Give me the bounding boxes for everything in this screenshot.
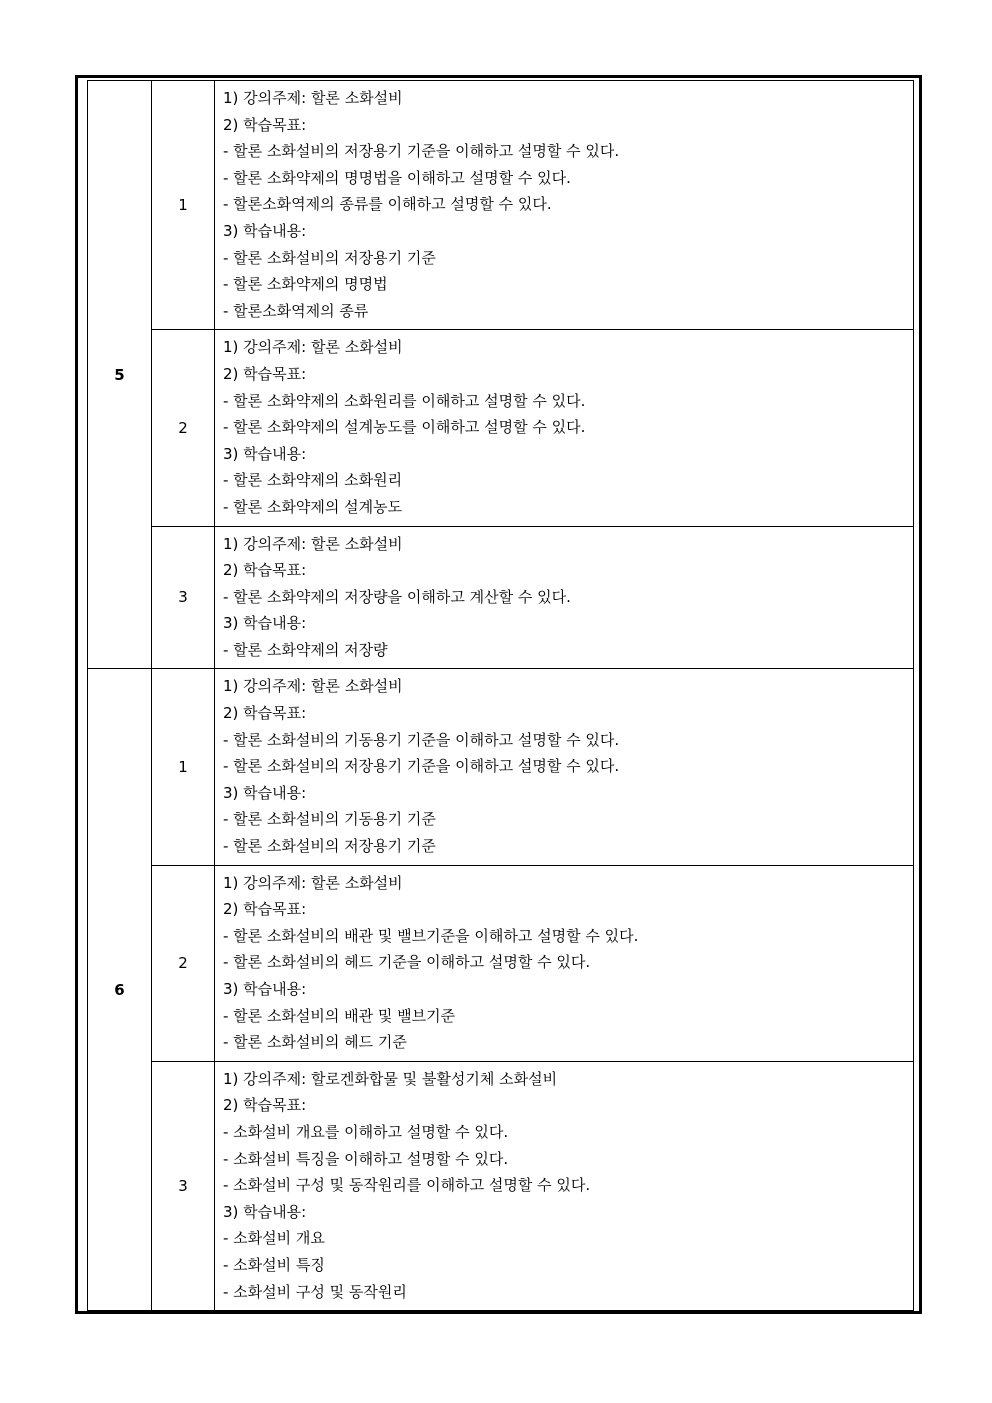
learning-content-item: - 할론 소화약제의 소화원리	[223, 471, 403, 490]
learning-content-item: - 할론 소화설비의 저장용기 기준	[223, 248, 436, 267]
session-content-cell	[215, 330, 914, 526]
lecture-topic: 1) 강의주제: 할론 소화설비	[223, 89, 403, 107]
learning-objectives-heading: 2) 학습목표:	[223, 115, 307, 134]
learning-content-item: - 할론소화역제의 종류	[223, 301, 369, 320]
lecture-topic: 1) 강의주제: 할론 소화설비	[223, 338, 403, 357]
learning-objectives-heading: 2) 학습목표:	[223, 900, 307, 919]
learning-objectives-heading: 2) 학습목표:	[223, 704, 307, 723]
learning-content-item: - 할론 소화설비의 헤드 기준	[223, 1033, 407, 1052]
learning-objectives-heading: 2) 학습목표:	[223, 1096, 307, 1115]
table-row	[88, 865, 914, 1061]
learning-objective-item: - 할론 소화설비의 배관 및 밸브기준을 이해하고 설명할 수 있다.	[223, 926, 639, 945]
week-number-cell: 6	[88, 669, 152, 1311]
learning-objective-item: - 할론 소화약제의 소화원리를 이해하고 설명할 수 있다.	[223, 391, 586, 410]
session-content-cell	[215, 669, 914, 865]
learning-objective-item: - 소화설비 구성 및 동작원리를 이해하고 설명할 수 있다.	[223, 1176, 591, 1195]
learning-objectives-heading: 2) 학습목표:	[223, 561, 307, 580]
learning-objective-item: - 할론 소화약제의 설계농도를 이해하고 설명할 수 있다.	[223, 418, 586, 437]
learning-objectives-heading: 2) 학습목표:	[223, 364, 307, 383]
lecture-topic: 1) 강의주제: 할론 소화설비	[223, 534, 403, 553]
learning-content-item: - 할론 소화설비의 기동용기 기준	[223, 810, 436, 829]
learning-objective-item: - 할론 소화약제의 저장량을 이해하고 계산할 수 있다.	[223, 587, 571, 606]
lecture-topic: 1) 강의주제: 할론 소화설비	[223, 873, 403, 892]
learning-content-item: - 소화설비 개요	[223, 1229, 325, 1248]
learning-content-item: - 할론 소화약제의 명명법	[223, 275, 388, 294]
table-row	[88, 81, 914, 330]
learning-content-item: - 소화설비 특징	[223, 1255, 325, 1274]
session-number-cell: 1	[152, 81, 215, 330]
learning-content-heading: 3) 학습내용:	[223, 614, 307, 633]
session-number-cell: 3	[152, 526, 215, 669]
learning-content-heading: 3) 학습내용:	[223, 221, 307, 240]
session-number-cell: 2	[152, 330, 215, 526]
learning-objective-item: - 할론 소화설비의 저장용기 기준을 이해하고 설명할 수 있다.	[223, 757, 620, 776]
session-number-cell: 3	[152, 1061, 215, 1310]
learning-objective-item: - 소화설비 개요를 이해하고 설명할 수 있다.	[223, 1122, 509, 1141]
learning-objective-item: - 할론 소화설비의 기동용기 기준을 이해하고 설명할 수 있다.	[223, 730, 620, 749]
table-row	[88, 669, 914, 865]
session-content-cell	[215, 526, 914, 669]
session-number-cell: 2	[152, 865, 215, 1061]
learning-content-heading: 3) 학습내용:	[223, 980, 307, 998]
lecture-topic: 1) 강의주제: 할로겐화합물 및 불활성기체 소화설비	[223, 1069, 558, 1088]
session-content-cell	[215, 865, 914, 1061]
learning-objective-item: - 할론소화역제의 종류를 이해하고 설명할 수 있다.	[223, 195, 552, 214]
learning-content-heading: 3) 학습내용:	[223, 783, 307, 802]
learning-content-heading: 3) 학습내용:	[223, 1202, 307, 1221]
learning-objective-item: - 할론 소화설비의 헤드 기준을 이해하고 설명할 수 있다.	[223, 953, 591, 972]
session-content-cell	[215, 81, 914, 330]
learning-content-heading: 3) 학습내용:	[223, 444, 307, 463]
session-content-cell	[215, 1061, 914, 1310]
learning-objective-item: - 할론 소화약제의 명명법을 이해하고 설명할 수 있다.	[223, 168, 571, 187]
week-number-cell: 5	[88, 81, 152, 669]
learning-content-item: - 할론 소화약제의 저장량	[223, 640, 388, 659]
learning-content-item: - 할론 소화약제의 설계농도	[223, 497, 403, 516]
learning-content-item: - 할론 소화설비의 배관 및 밸브기준	[223, 1006, 456, 1025]
learning-content-item: - 소화설비 구성 및 동작원리	[223, 1282, 407, 1301]
table-row	[88, 330, 914, 526]
table-row	[88, 526, 914, 669]
syllabus-table	[87, 80, 914, 1311]
learning-content-item: - 할론 소화설비의 저장용기 기준	[223, 837, 436, 856]
table-row	[88, 1061, 914, 1310]
session-number-cell: 1	[152, 669, 215, 865]
learning-objective-item: - 소화설비 특징을 이해하고 설명할 수 있다.	[223, 1149, 509, 1168]
learning-objective-item: - 할론 소화설비의 저장용기 기준을 이해하고 설명할 수 있다.	[223, 142, 620, 161]
lecture-topic: 1) 강의주제: 할론 소화설비	[223, 677, 403, 696]
